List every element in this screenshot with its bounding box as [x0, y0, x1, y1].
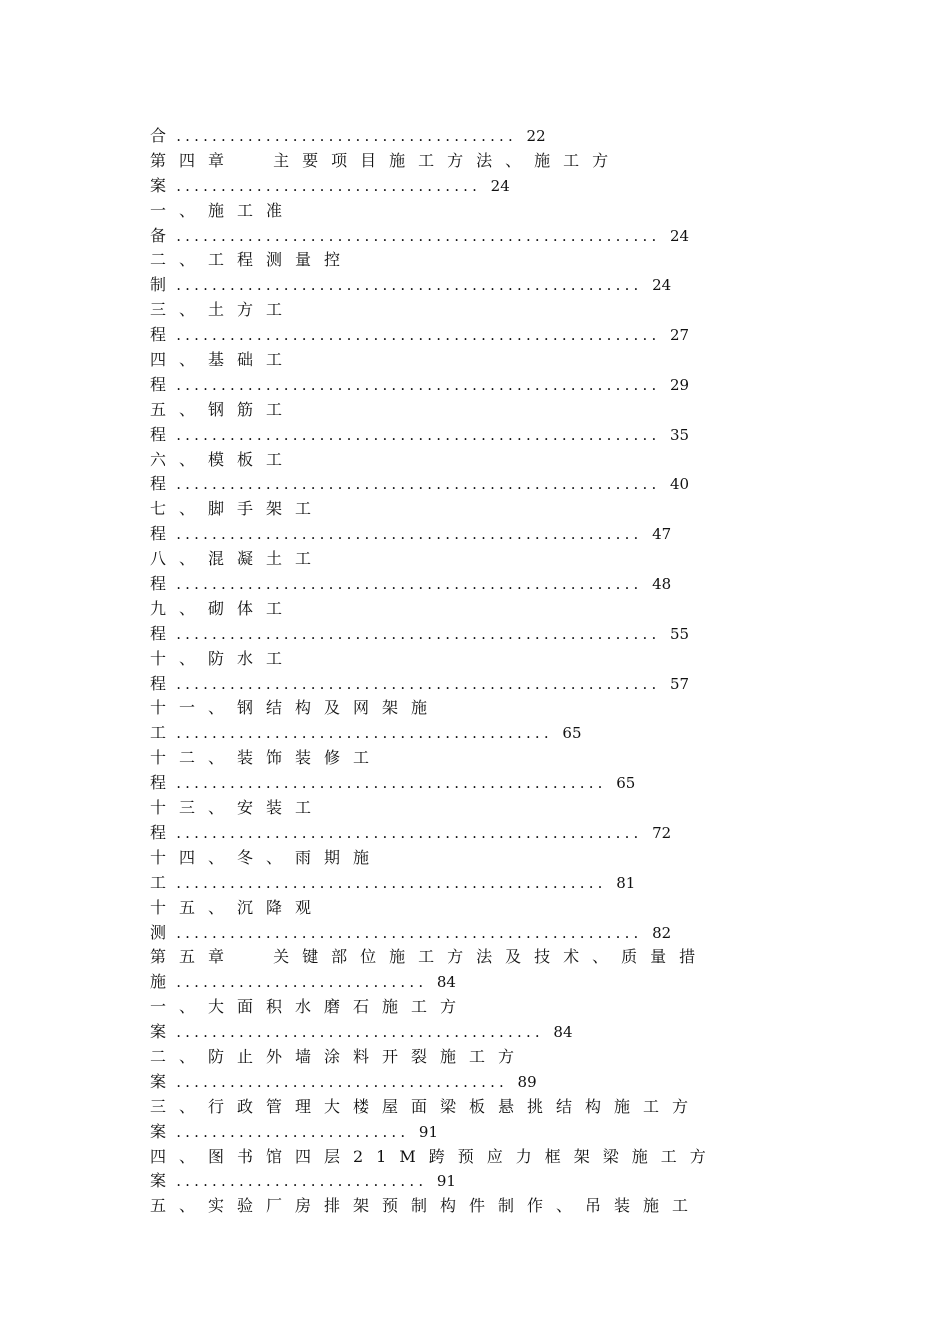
toc-line: 九、砌体工: [150, 598, 296, 618]
toc-line: 工 ................................................ 81: [150, 872, 636, 892]
toc-line: 三、土方工: [150, 300, 296, 320]
toc-line: 案 .......................... 91: [150, 1121, 438, 1141]
toc-line: 十四、冬、雨期施: [150, 847, 383, 867]
toc-line: 五、钢筋工: [150, 399, 296, 419]
toc-line: 工 .......................................... 65: [150, 723, 582, 743]
toc-line: 程 ...................................................... 57: [150, 673, 690, 693]
toc-line: 一、大面积水磨石施工方: [150, 997, 470, 1017]
toc-line: 十五、沉降观: [150, 897, 325, 917]
toc-line: 程 .................................................... 48: [150, 574, 672, 594]
toc-line: 四、基础工: [150, 350, 296, 370]
toc-line: 十一、钢结构及网架施: [150, 698, 441, 718]
toc-line: 案 .................................. 24: [150, 175, 510, 195]
toc-line: 案 ......................................... 84: [150, 1022, 573, 1042]
toc-line: 施 ............................ 84: [150, 972, 456, 992]
table-of-contents: [150, 124, 790, 1219]
toc-line: 案 ..................................... 89: [150, 1071, 537, 1091]
toc-line: 一、施工准: [150, 200, 296, 220]
toc-line: 八、混凝土工: [150, 549, 325, 569]
toc-line: 合 ...................................... 22: [150, 126, 546, 145]
toc-line: 二、防止外墙涂料开裂施工方: [150, 1046, 528, 1066]
toc-line: 十二、装饰装修工: [150, 748, 383, 768]
toc-line: 制 .................................................... 24: [150, 275, 672, 295]
toc-line: 第四章 主要项目施工方法、施工方: [150, 150, 622, 170]
toc-line: 程 .................................................... 47: [150, 524, 672, 544]
toc-line: 六、模板工: [150, 449, 296, 469]
toc-line: 十三、安装工: [150, 798, 325, 818]
toc-line: 第五章 关键部位施工方法及技术、质量措: [150, 947, 709, 967]
toc-line: 程 ...................................................... 29: [150, 374, 690, 394]
toc-line: 程 ................................................ 65: [150, 773, 636, 793]
toc-line: 五、实验厂房排架预制构件制作、吊装施工: [150, 1196, 702, 1216]
toc-line: 二、工程测量控: [150, 250, 354, 270]
toc-line: 七、脚手架工: [150, 499, 325, 519]
toc-line: 十、防水工: [150, 648, 296, 668]
toc-line: 程 ...................................................... 27: [150, 325, 690, 345]
toc-line: 测 .................................................... 82: [150, 922, 672, 942]
toc-line: 程 ...................................................... 35: [150, 424, 690, 444]
toc-line: 程 .................................................... 72: [150, 822, 672, 842]
toc-line: 程 ...................................................... 55: [150, 623, 690, 643]
toc-line: 程 ...................................................... 40: [150, 474, 690, 494]
toc-line: 四、图书馆四层21M跨预应力框架梁施工方: [150, 1146, 719, 1166]
toc-line: 三、行政管理大楼屋面梁板悬挑结构施工方: [150, 1096, 702, 1116]
toc-line: 案 ............................ 91: [150, 1171, 456, 1191]
toc-line: 备 ...................................................... 24: [150, 225, 690, 245]
